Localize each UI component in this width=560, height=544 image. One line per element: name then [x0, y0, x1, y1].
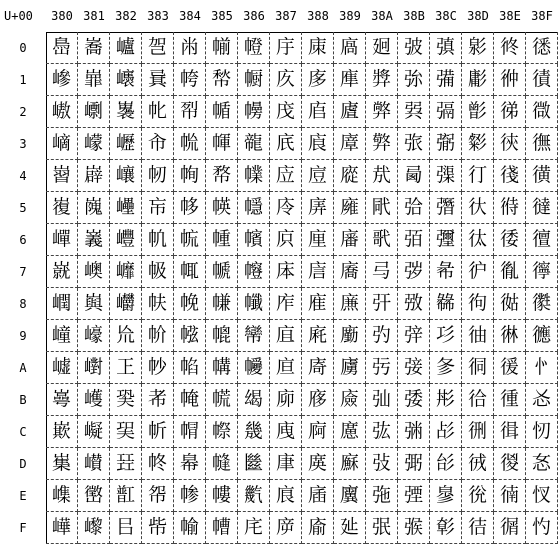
glyph-cell: 㡭: [238, 448, 270, 480]
glyph-cell: 㣋: [430, 384, 462, 416]
glyph-cell: 㡈: [174, 288, 206, 320]
glyph-cell: 㢒: [334, 96, 366, 128]
glyph-cell: 㣱: [526, 64, 558, 96]
glyph-cell: 㢇: [302, 256, 334, 288]
glyph-cell: 㡷: [270, 256, 302, 288]
glyph-cell: 㠱: [142, 64, 174, 96]
glyph-cell: 㣀: [430, 32, 462, 64]
column-header: 387: [275, 9, 297, 23]
glyph-cell: 㢖: [334, 224, 366, 256]
glyph-cell: 㣅: [430, 192, 462, 224]
glyph-cell: 㣾: [526, 480, 558, 512]
row-header: E: [19, 489, 27, 503]
row-header: 6: [19, 233, 27, 247]
glyph-cell: 㠅: [46, 192, 78, 224]
glyph-cell: 㡾: [270, 480, 302, 512]
glyph-cell: 㡀: [174, 32, 206, 64]
glyph-cell: 㠗: [78, 256, 110, 288]
glyph-cell: 㠀: [46, 32, 78, 64]
glyph-cell: 㢵: [398, 192, 430, 224]
glyph-cell: 㠂: [46, 96, 78, 128]
glyph-cell: 㣮: [494, 480, 526, 512]
column-header: 386: [243, 9, 265, 23]
glyph-cell: 㡯: [238, 512, 270, 544]
glyph-cell: 㡝: [206, 448, 238, 480]
glyph-cell: 㢐: [334, 32, 366, 64]
glyph-grid: [46, 32, 558, 544]
glyph-cell: 㢧: [366, 256, 398, 288]
glyph-cell: 㣢: [494, 96, 526, 128]
glyph-cell: 㠒: [78, 96, 110, 128]
row-header: C: [19, 425, 27, 439]
glyph-cell: 㢆: [302, 224, 334, 256]
glyph-cell: 㢣: [366, 128, 398, 160]
glyph-cell: 㡣: [238, 128, 270, 160]
glyph-cell: 㣟: [462, 512, 494, 544]
glyph-cell: 㡉: [174, 320, 206, 352]
glyph-cell: 㡄: [174, 160, 206, 192]
glyph-cell: 㠼: [142, 416, 174, 448]
glyph-cell: 㣊: [430, 352, 462, 384]
glyph-cell: 㡆: [174, 224, 206, 256]
column-header: 388: [307, 9, 329, 23]
glyph-cell: 㣃: [430, 128, 462, 160]
row-header: D: [19, 457, 27, 471]
glyph-cell: 㢂: [302, 96, 334, 128]
glyph-cell: 㡅: [174, 192, 206, 224]
glyph-cell: 㠿: [142, 512, 174, 544]
glyph-cell: 㣦: [494, 224, 526, 256]
glyph-cell: 㠆: [46, 224, 78, 256]
glyph-cell: 㢌: [302, 416, 334, 448]
glyph-cell: 㢛: [334, 384, 366, 416]
glyph-cell: 㣔: [462, 160, 494, 192]
glyph-cell: 㣥: [494, 192, 526, 224]
glyph-cell: 㡟: [206, 512, 238, 544]
glyph-cell: 㣵: [526, 192, 558, 224]
glyph-cell: 㣽: [526, 448, 558, 480]
glyph-cell: 㡡: [238, 64, 270, 96]
glyph-cell: 㣝: [462, 448, 494, 480]
glyph-cell: 㢟: [334, 512, 366, 544]
glyph-cell: 㠥: [110, 192, 142, 224]
glyph-cell: 㡒: [206, 96, 238, 128]
glyph-cell: 㣬: [494, 416, 526, 448]
glyph-cell: 㡙: [206, 320, 238, 352]
glyph-cell: 㡌: [174, 416, 206, 448]
glyph-cell: 㣆: [430, 224, 462, 256]
glyph-cell: 㡃: [174, 128, 206, 160]
glyph-cell: 㣎: [430, 480, 462, 512]
glyph-cell: 㣧: [494, 256, 526, 288]
glyph-cell: 㣲: [526, 96, 558, 128]
glyph-cell: 㢘: [334, 288, 366, 320]
glyph-cell: 㠭: [110, 448, 142, 480]
glyph-cell: 㢶: [398, 224, 430, 256]
glyph-cell: 㠢: [110, 96, 142, 128]
glyph-cell: 㢮: [366, 480, 398, 512]
glyph-cell: 㣶: [526, 224, 558, 256]
glyph-cell: 㠦: [110, 224, 142, 256]
glyph-cell: 㡹: [270, 320, 302, 352]
glyph-cell: 㡪: [238, 352, 270, 384]
glyph-cell: 㣞: [462, 480, 494, 512]
glyph-cell: 㣈: [430, 288, 462, 320]
glyph-cell: 㢁: [302, 64, 334, 96]
glyph-cell: 㢠: [366, 32, 398, 64]
glyph-cell: 㣉: [430, 320, 462, 352]
glyph-cell: 㡲: [270, 96, 302, 128]
glyph-cell: 㣏: [430, 512, 462, 544]
glyph-cell: 㢔: [334, 160, 366, 192]
glyph-cell: 㣿: [526, 512, 558, 544]
glyph-cell: 㢡: [366, 64, 398, 96]
glyph-cell: 㣴: [526, 160, 558, 192]
glyph-cell: 㡨: [238, 288, 270, 320]
glyph-cell: 㢙: [334, 320, 366, 352]
glyph-cell: 㣼: [526, 416, 558, 448]
glyph-cell: 㡽: [270, 448, 302, 480]
glyph-cell: 㢞: [334, 480, 366, 512]
glyph-cell: 㠸: [142, 288, 174, 320]
glyph-cell: 㡮: [238, 480, 270, 512]
glyph-cell: 㡍: [174, 448, 206, 480]
glyph-cell: 㢏: [302, 512, 334, 544]
glyph-cell: 㢚: [334, 352, 366, 384]
row-header: 1: [19, 73, 27, 87]
glyph-cell: 㠎: [46, 480, 78, 512]
glyph-cell: 㠌: [46, 416, 78, 448]
glyph-cell: 㡊: [174, 352, 206, 384]
glyph-cell: 㠨: [110, 288, 142, 320]
glyph-cell: 㢎: [302, 480, 334, 512]
glyph-cell: 㡎: [174, 480, 206, 512]
glyph-cell: 㢥: [366, 192, 398, 224]
glyph-cell: 㠟: [78, 512, 110, 544]
glyph-cell: 㢲: [398, 96, 430, 128]
glyph-cell: 㢪: [366, 352, 398, 384]
glyph-cell: 㠽: [142, 448, 174, 480]
row-header: 3: [19, 137, 27, 151]
glyph-cell: 㠏: [46, 512, 78, 544]
glyph-cell: 㡥: [238, 192, 270, 224]
glyph-cell: 㣒: [462, 96, 494, 128]
glyph-cell: 㣜: [462, 416, 494, 448]
glyph-cell: 㣗: [462, 256, 494, 288]
glyph-cell: 㡵: [270, 192, 302, 224]
glyph-cell: 㢾: [398, 480, 430, 512]
glyph-cell: 㣳: [526, 128, 558, 160]
glyph-cell: 㡐: [206, 32, 238, 64]
glyph-cell: 㠖: [78, 224, 110, 256]
glyph-cell: 㡼: [270, 416, 302, 448]
glyph-cell: 㣠: [494, 32, 526, 64]
glyph-cell: 㠤: [110, 160, 142, 192]
glyph-cell: 㢓: [334, 128, 366, 160]
glyph-cell: 㢺: [398, 352, 430, 384]
glyph-cell: 㡚: [206, 352, 238, 384]
glyph-cell: 㡰: [270, 32, 302, 64]
glyph-cell: 㠩: [110, 320, 142, 352]
glyph-cell: 㡖: [206, 224, 238, 256]
glyph-cell: 㣫: [494, 384, 526, 416]
glyph-cell: 㡘: [206, 288, 238, 320]
glyph-cell: 㢯: [366, 512, 398, 544]
glyph-cell: 㣹: [526, 320, 558, 352]
row-header: 5: [19, 201, 27, 215]
glyph-cell: 㣯: [494, 512, 526, 544]
glyph-cell: 㠞: [78, 480, 110, 512]
column-header: 381: [83, 9, 105, 23]
glyph-cell: 㢱: [398, 64, 430, 96]
glyph-cell: 㠹: [142, 320, 174, 352]
glyph-cell: 㠮: [110, 480, 142, 512]
glyph-cell: 㠺: [142, 352, 174, 384]
glyph-cell: 㢅: [302, 192, 334, 224]
glyph-cell: 㠋: [46, 384, 78, 416]
glyph-cell: 㣑: [462, 64, 494, 96]
glyph-cell: 㢄: [302, 160, 334, 192]
glyph-cell: 㡜: [206, 416, 238, 448]
glyph-cell: 㢽: [398, 448, 430, 480]
glyph-cell: 㢕: [334, 192, 366, 224]
glyph-cell: 㢀: [302, 32, 334, 64]
glyph-cell: 㠵: [142, 192, 174, 224]
glyph-cell: 㠯: [110, 512, 142, 544]
glyph-cell: 㠫: [110, 384, 142, 416]
glyph-cell: 㠣: [110, 128, 142, 160]
glyph-cell: 㢢: [366, 96, 398, 128]
glyph-cell: 㠾: [142, 480, 174, 512]
glyph-cell: 㠈: [46, 288, 78, 320]
glyph-cell: 㡱: [270, 64, 302, 96]
row-header: 0: [19, 41, 27, 55]
glyph-cell: 㠉: [46, 320, 78, 352]
glyph-cell: 㠁: [46, 64, 78, 96]
glyph-cell: 㣁: [430, 64, 462, 96]
glyph-cell: 㡿: [270, 512, 302, 544]
glyph-cell: 㠝: [78, 448, 110, 480]
column-header: 380: [51, 9, 73, 23]
glyph-cell: 㢨: [366, 288, 398, 320]
glyph-cell: 㢻: [398, 384, 430, 416]
glyph-cell: 㢈: [302, 288, 334, 320]
column-header: 38D: [467, 9, 489, 23]
glyph-cell: 㠛: [78, 384, 110, 416]
row-header: 8: [19, 297, 27, 311]
glyph-cell: 㡧: [238, 256, 270, 288]
row-header: 9: [19, 329, 27, 343]
column-header: 389: [339, 9, 361, 23]
glyph-cell: 㠰: [142, 32, 174, 64]
glyph-cell: 㣍: [430, 448, 462, 480]
glyph-cell: 㢤: [366, 160, 398, 192]
glyph-cell: 㣰: [526, 32, 558, 64]
glyph-cell: 㣤: [494, 160, 526, 192]
glyph-cell: 㠲: [142, 96, 174, 128]
glyph-cell: 㡑: [206, 64, 238, 96]
column-header: 383: [147, 9, 169, 23]
glyph-cell: 㣚: [462, 352, 494, 384]
glyph-cell: 㡢: [238, 96, 270, 128]
column-header: 38C: [435, 9, 457, 23]
glyph-cell: 㠘: [78, 288, 110, 320]
glyph-cell: 㢜: [334, 416, 366, 448]
glyph-cell: 㠊: [46, 352, 78, 384]
row-header: 2: [19, 105, 27, 119]
row-header: 7: [19, 265, 27, 279]
glyph-cell: 㠬: [110, 416, 142, 448]
glyph-cell: 㡗: [206, 256, 238, 288]
table-corner-label: U+00: [4, 9, 33, 23]
glyph-cell: 㢉: [302, 320, 334, 352]
glyph-cell: 㡤: [238, 160, 270, 192]
column-header: 38F: [531, 9, 553, 23]
glyph-cell: 㣡: [494, 64, 526, 96]
glyph-cell: 㢭: [366, 448, 398, 480]
glyph-cell: 㡁: [174, 64, 206, 96]
glyph-cell: 㣨: [494, 288, 526, 320]
glyph-cell: 㠶: [142, 224, 174, 256]
glyph-cell: 㣷: [526, 256, 558, 288]
glyph-cell: 㡳: [270, 128, 302, 160]
glyph-cell: 㣖: [462, 224, 494, 256]
glyph-cell: 㣌: [430, 416, 462, 448]
glyph-cell: 㡞: [206, 480, 238, 512]
row-header: A: [19, 361, 27, 375]
glyph-cell: 㡠: [238, 32, 270, 64]
glyph-cell: 㡴: [270, 160, 302, 192]
glyph-cell: 㡸: [270, 288, 302, 320]
glyph-cell: 㡔: [206, 160, 238, 192]
glyph-cell: 㣘: [462, 288, 494, 320]
glyph-cell: 㠙: [78, 320, 110, 352]
glyph-cell: 㣭: [494, 448, 526, 480]
glyph-cell: 㢼: [398, 416, 430, 448]
glyph-cell: 㣻: [526, 384, 558, 416]
glyph-cell: 㡶: [270, 224, 302, 256]
column-header: 382: [115, 9, 137, 23]
column-header: 384: [179, 9, 201, 23]
glyph-cell: 㣓: [462, 128, 494, 160]
glyph-cell: 㣂: [430, 96, 462, 128]
glyph-cell: 㣺: [526, 352, 558, 384]
glyph-cell: 㡫: [238, 384, 270, 416]
glyph-cell: 㢃: [302, 128, 334, 160]
glyph-cell: 㠐: [78, 32, 110, 64]
glyph-cell: 㢊: [302, 352, 334, 384]
glyph-cell: 㢋: [302, 384, 334, 416]
glyph-cell: 㠃: [46, 128, 78, 160]
glyph-cell: 㠍: [46, 448, 78, 480]
row-header: 4: [19, 169, 27, 183]
glyph-cell: 㢴: [398, 160, 430, 192]
glyph-cell: 㢿: [398, 512, 430, 544]
glyph-cell: 㡓: [206, 128, 238, 160]
glyph-cell: 㠔: [78, 160, 110, 192]
glyph-cell: 㠜: [78, 416, 110, 448]
glyph-cell: 㢝: [334, 448, 366, 480]
glyph-cell: 㣣: [494, 128, 526, 160]
glyph-cell: 㡏: [174, 512, 206, 544]
glyph-cell: 㢷: [398, 256, 430, 288]
glyph-cell: 㣄: [430, 160, 462, 192]
column-header: 385: [211, 9, 233, 23]
column-header: 38A: [371, 9, 393, 23]
glyph-cell: 㣐: [462, 32, 494, 64]
glyph-cell: 㢳: [398, 128, 430, 160]
glyph-cell: 㠷: [142, 256, 174, 288]
glyph-cell: 㡬: [238, 416, 270, 448]
glyph-cell: 㡋: [174, 384, 206, 416]
glyph-cell: 㣸: [526, 288, 558, 320]
glyph-cell: 㡂: [174, 96, 206, 128]
glyph-cell: 㠡: [110, 64, 142, 96]
glyph-cell: 㣛: [462, 384, 494, 416]
glyph-cell: 㠑: [78, 64, 110, 96]
glyph-cell: 㢹: [398, 320, 430, 352]
glyph-cell: 㠧: [110, 256, 142, 288]
glyph-cell: 㢰: [398, 32, 430, 64]
glyph-cell: 㡺: [270, 352, 302, 384]
glyph-cell: 㣩: [494, 320, 526, 352]
glyph-cell: 㢗: [334, 256, 366, 288]
glyph-cell: 㠻: [142, 384, 174, 416]
glyph-cell: 㢦: [366, 224, 398, 256]
glyph-cell: 㣪: [494, 352, 526, 384]
glyph-cell: 㢩: [366, 320, 398, 352]
row-header: B: [19, 393, 27, 407]
glyph-cell: 㠠: [110, 32, 142, 64]
glyph-cell: 㡇: [174, 256, 206, 288]
glyph-cell: 㡦: [238, 224, 270, 256]
glyph-cell: 㣇: [430, 256, 462, 288]
glyph-cell: 㢍: [302, 448, 334, 480]
glyph-cell: 㣙: [462, 320, 494, 352]
glyph-cell: 㡩: [238, 320, 270, 352]
column-header: 38E: [499, 9, 521, 23]
glyph-cell: 㠕: [78, 192, 110, 224]
glyph-cell: 㢬: [366, 416, 398, 448]
glyph-cell: 㠇: [46, 256, 78, 288]
column-header: 38B: [403, 9, 425, 23]
row-header: F: [19, 521, 27, 535]
glyph-cell: 㡕: [206, 192, 238, 224]
glyph-cell: 㠴: [142, 160, 174, 192]
glyph-cell: 㡻: [270, 384, 302, 416]
glyph-cell: 㠄: [46, 160, 78, 192]
glyph-cell: 㠓: [78, 128, 110, 160]
glyph-cell: 㢑: [334, 64, 366, 96]
glyph-cell: 㠪: [110, 352, 142, 384]
glyph-cell: 㢸: [398, 288, 430, 320]
glyph-cell: 㣕: [462, 192, 494, 224]
glyph-cell: 㠳: [142, 128, 174, 160]
glyph-cell: 㢫: [366, 384, 398, 416]
glyph-cell: 㠚: [78, 352, 110, 384]
glyph-cell: 㡛: [206, 384, 238, 416]
